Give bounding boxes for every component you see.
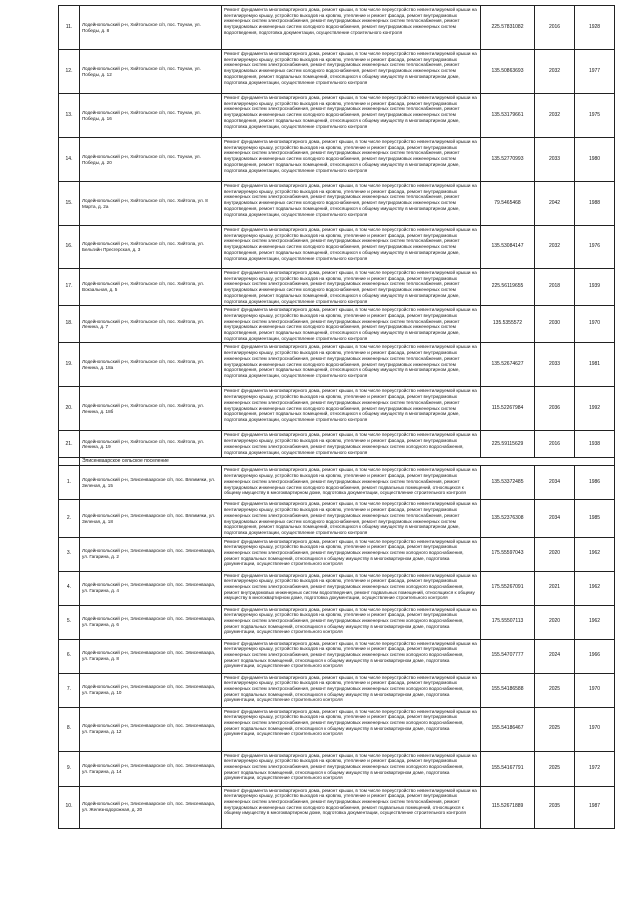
year-built: 1986 bbox=[575, 466, 615, 500]
table-row bbox=[59, 751, 615, 786]
work-description: Ремонт фундамента многоквартирного дома, ремонт крыши, в том числе переустройство невентилируемой крыши на вентилируемую крышу, устройство выходов на кровлю, утепление и ремонт фасада, ремонт внутридомовых инженерных систем электроснабжения, ремонт внутридомовых инженерных систем холодного водоснабжения, подготовка документации, осуществление строительного контроля bbox=[222, 431, 481, 458]
planned-year: 2030 bbox=[535, 306, 575, 343]
year-built: 1975 bbox=[575, 94, 615, 138]
row-number: 5. bbox=[59, 605, 80, 639]
repair-cost: 135.53084147 bbox=[481, 226, 535, 269]
planned-year: 2016 bbox=[535, 6, 575, 50]
table-row bbox=[59, 673, 615, 707]
year-built: 1939 bbox=[575, 269, 615, 306]
year-built: 1972 bbox=[575, 751, 615, 786]
house-address: Лодейнопольский р-н, Хийтольское с/п, пос. Хийтола, ул. Вокзальная, д. 5 bbox=[80, 269, 222, 306]
work-description: Ремонт фундамента многоквартирного дома, ремонт крыши, в том числе переустройство невентилируемой крыши на вентилируемую крышу, устройство выходов на кровлю, утепление и ремонт фасада, ремонт внутридомовых инженерных систем электроснабжения, ремонт внутридомовых инженерных систем холодного водоснабжения, ремонт подвальных помещений, относящихся к общему имуществу в многоквартирном доме, подготовка документации, осуществление строительного контроля bbox=[222, 707, 481, 751]
work-description: Ремонт фундамента многоквартирного дома, ремонт крыши, в том числе переустройство невентилируемой крыши на вентилируемую крышу, устройство выходов на кровлю, утепление и ремонт фасада, ремонт внутридомовых инженерных систем электроснабжения, ремонт внутридомовых инженерных систем теплоснабжения, ремонт внутридомовых инженерных систем холодного водоснабжения, ремонт внутридомовых инженерных систем водоотведения, ремонт подвальных помещений, относящихся к общему имуществу в многоквартирном доме, подготовка документации, осуществление строительного контроля bbox=[222, 138, 481, 182]
house-address: Лодейнопольский р-н, Элисенваарское с/п, пос. Элисенваара, ул. Гагарина, д. 4 bbox=[80, 571, 222, 605]
row-number: 3. bbox=[59, 537, 80, 571]
year-built: 1928 bbox=[575, 6, 615, 50]
planned-year: 2032 bbox=[535, 226, 575, 269]
section-row bbox=[59, 458, 615, 466]
section-title: Элисенваарское сельское поселение bbox=[80, 458, 615, 466]
work-description: Ремонт фундамента многоквартирного дома, ремонт крыши, в том числе переустройство невентилируемой крыши на вентилируемую крышу, устройство выходов на кровлю, утепление и ремонт фасада, ремонт внутридомовых инженерных систем электроснабжения, ремонт внутридомовых инженерных систем теплоснабжения, ремонт внутридомовых инженерных систем холодного водоснабжения, ремонт внутридомовых инженерных систем водоотведения, ремонт подвальных помещений, относящихся к общему имуществу в многоквартирном доме, подготовка документации, осуществление строительного контроля bbox=[222, 500, 481, 537]
planned-year: 2025 bbox=[535, 707, 575, 751]
row-number: 21. bbox=[59, 431, 80, 458]
row-number: 6. bbox=[59, 639, 80, 673]
house-address: Лодейнопольский р-н, Элисенваарское с/п, пос. Вялимяки, ул. Зеленая, д. 18 bbox=[80, 500, 222, 537]
repair-cost: 225.56119655 bbox=[481, 269, 535, 306]
repair-cost: 135.5355572 bbox=[481, 306, 535, 343]
repair-cost: 115.52671889 bbox=[481, 786, 535, 828]
house-address: Лодейнопольский р-н, Элисенваарское с/п, пос. Элисенваара, ул. Гагарина, д. 6 bbox=[80, 605, 222, 639]
work-description: Ремонт фундамента многоквартирного дома, ремонт крыши, в том числе переустройство невентилируемой крыши на вентилируемую крышу, устройство выходов на кровлю, утепление и ремонт фасада, ремонт внутридомовых инженерных систем электроснабжения, ремонт внутридомовых инженерных систем теплоснабжения, ремонт внутридомовых инженерных систем холодного водоснабжения, ремонт подвальных помещений, относящихся к общему имуществу в многоквартирном доме, подготовка документации, осуществление строительного контроля bbox=[222, 786, 481, 828]
table-row bbox=[59, 94, 615, 138]
row-number: 20. bbox=[59, 387, 80, 431]
row-number: 17. bbox=[59, 269, 80, 306]
year-built: 1970 bbox=[575, 306, 615, 343]
table-row bbox=[59, 466, 615, 500]
document-page bbox=[58, 5, 614, 829]
repair-cost: 155.54167791 bbox=[481, 751, 535, 786]
work-description: Ремонт фундамента многоквартирного дома, ремонт крыши, в том числе переустройство невентилируемой крыши на вентилируемую крышу, устройство выходов на кровлю, утепление и ремонт фасада, ремонт внутридомовых инженерных систем электроснабжения, ремонт внутридомовых инженерных систем теплоснабжения, ремонт внутридомовых инженерных систем холодного водоснабжения, ремонт подвальных помещений, относящихся к общему имуществу в многоквартирном доме, подготовка документации, осуществление строительного контроля bbox=[222, 466, 481, 500]
planned-year: 2034 bbox=[535, 500, 575, 537]
table-row bbox=[59, 226, 615, 269]
planned-year: 2020 bbox=[535, 605, 575, 639]
work-description: Ремонт фундамента многоквартирного дома, ремонт крыши, в том числе переустройство невентилируемой крыши на вентилируемую крышу, устройство выходов на кровлю, утепление и ремонт фасада, ремонт внутридомовых инженерных систем электроснабжения, ремонт внутридомовых инженерных систем теплоснабжения, ремонт внутридомовых инженерных систем холодного водоснабжения, ремонт внутридомовых инженерных систем водоотведения, ремонт подвальных помещений, относящихся к общему имуществу в многоквартирном доме, подготовка документации, осуществление строительного контроля bbox=[222, 343, 481, 387]
planned-year: 2018 bbox=[535, 269, 575, 306]
table-row bbox=[59, 707, 615, 751]
work-description: Ремонт фундамента многоквартирного дома, ремонт крыши, в том числе переустройство невентилируемой крыши на вентилируемую крышу, устройство выходов на кровлю, утепление и ремонт фасада, ремонт внутридомовых инженерных систем электроснабжения, ремонт внутридомовых инженерных систем теплоснабжения, ремонт внутридомовых инженерных систем холодного водоснабжения, ремонт внутридомовых инженерных систем водоотведения, ремонт подвальных помещений, относящихся к общему имуществу в многоквартирном доме, подготовка документации, осуществление строительного контроля bbox=[222, 387, 481, 431]
table-row bbox=[59, 537, 615, 571]
year-built: 1962 bbox=[575, 605, 615, 639]
repair-cost: 155.54707777 bbox=[481, 639, 535, 673]
row-number: 16. bbox=[59, 226, 80, 269]
repair-cost: 155.54186588 bbox=[481, 673, 535, 707]
planned-year: 2016 bbox=[535, 431, 575, 458]
planned-year: 2033 bbox=[535, 343, 575, 387]
planned-year: 2024 bbox=[535, 639, 575, 673]
row-number: 14. bbox=[59, 138, 80, 182]
planned-year: 2025 bbox=[535, 673, 575, 707]
work-description: Ремонт фундамента многоквартирного дома, ремонт крыши, в том числе переустройство невентилируемой крыши на вентилируемую крышу, устройство выходов на кровлю, утепление и ремонт фасада, ремонт внутридомовых инженерных систем электроснабжения, ремонт внутридомовых инженерных систем холодного водоснабжения, ремонт подвальных помещений, относящихся к общему имуществу в многоквартирном доме, подготовка документации, осуществление строительного контроля bbox=[222, 639, 481, 673]
house-address: Лодейнопольский р-н, Хийтольское с/п, пос. Хийтола, ул. Ленина, д. 18б bbox=[80, 387, 222, 431]
row-number: 2. bbox=[59, 500, 80, 537]
planned-year: 2032 bbox=[535, 94, 575, 138]
row-number: 9. bbox=[59, 751, 80, 786]
table-row bbox=[59, 387, 615, 431]
work-description: Ремонт фундамента многоквартирного дома, ремонт крыши, в том числе переустройство невентилируемой крыши на вентилируемую крышу, устройство выходов на кровлю, утепление и ремонт фасада, ремонт внутридомовых инженерных систем электроснабжения, ремонт внутридомовых инженерных систем холодного водоснабжения, ремонт подвальных помещений, относящихся к общему имуществу в многоквартирном доме, подготовка документации, осуществление строительного контроля bbox=[222, 751, 481, 786]
repair-cost: 225.57831082 bbox=[481, 6, 535, 50]
house-address: Лодейнопольский р-н, Хийтольское с/п, пос. Хийтола, ул. Бельгийн Пресгерская, д. 3 bbox=[80, 226, 222, 269]
repair-cost: 79.5465468 bbox=[481, 182, 535, 226]
work-description: Ремонт фундамента многоквартирного дома, ремонт крыши, в том числе переустройство невентилируемой крыши на вентилируемую крышу, устройство выходов на кровлю, утепление и ремонт фасада, ремонт внутридомовых инженерных систем электроснабжения, ремонт внутридомовых инженерных систем теплоснабжения, ремонт внутридомовых инженерных систем холодного водоснабжения, ремонт внутридомовых инженерных систем водоотведения, ремонт подвальных помещений, относящихся к общему имуществу в многоквартирном доме, подготовка документации, осуществление строительного контроля bbox=[222, 94, 481, 138]
work-description: Ремонт фундамента многоквартирного дома, ремонт крыши, в том числе переустройство невентилируемой крыши на вентилируемую крышу, устройство выходов на кровлю, утепление и ремонт фасада, ремонт внутридомовых инженерных систем электроснабжения, ремонт внутридомовых инженерных систем холодного водоснабжения, ремонт подвальных помещений, относящихся к общему имуществу в многоквартирном доме, подготовка документации, осуществление строительного контроля bbox=[222, 605, 481, 639]
work-description: Ремонт фундамента многоквартирного дома, ремонт крыши, в том числе переустройство невентилируемой крыши на вентилируемую крышу, устройство выходов на кровлю, утепление и ремонт фасада, ремонт внутридомовых инженерных систем электроснабжения, ремонт внутридомовых инженерных систем холодного водоснабжения, ремонт подвальных помещений, относящихся к общему имуществу в многоквартирном доме, подготовка документации, осуществление строительного контроля bbox=[222, 537, 481, 571]
section-spacer bbox=[59, 458, 80, 466]
table-row bbox=[59, 269, 615, 306]
repair-cost: 135.53179661 bbox=[481, 94, 535, 138]
row-number: 11. bbox=[59, 6, 80, 50]
repair-cost: 175.55597043 bbox=[481, 537, 535, 571]
row-number: 10. bbox=[59, 786, 80, 828]
year-built: 1987 bbox=[575, 786, 615, 828]
table-row bbox=[59, 306, 615, 343]
year-built: 1981 bbox=[575, 343, 615, 387]
year-built: 1962 bbox=[575, 571, 615, 605]
table-row bbox=[59, 500, 615, 537]
house-address: Лодейнопольский р-н, Элисенваарское с/п, пос. Элисенваара, ул. Гагарина, д. 8 bbox=[80, 639, 222, 673]
work-description: Ремонт фундамента многоквартирного дома, ремонт крыши, в том числе переустройство невентилируемой крыши на вентилируемую крышу, устройство выходов на кровлю, утепление и ремонт фасада, ремонт внутридомовых инженерных систем электроснабжения, ремонт внутридомовых инженерных систем холодного водоснабжения, ремонт внутридомовых инженерных систем водоотведения, ремонт подвальных помещений, относящихся к общему имуществу в многоквартирном доме, подготовка документации, осуществление строительного контроля bbox=[222, 571, 481, 605]
house-address: Лодейнопольский р-н, Элисенваарское с/п, пос. Элисенваара, ул. Гагарина, д. 12 bbox=[80, 707, 222, 751]
work-description: Ремонт фундамента многоквартирного дома, ремонт крыши, в том числе переустройство невентилируемой крыши на вентилируемую крышу, устройство выходов на кровлю, утепление и ремонт фасада, ремонт внутридомовых инженерных систем электроснабжения, ремонт внутридомовых инженерных систем холодного водоснабжения, ремонт подвальных помещений, относящихся к общему имуществу в многоквартирном доме, подготовка документации, осуществление строительного контроля bbox=[222, 673, 481, 707]
repair-cost: 175.55507113 bbox=[481, 605, 535, 639]
year-built: 1938 bbox=[575, 431, 615, 458]
house-address: Лодейнопольский р-н, Хийтольское с/п, пос. Хийтола, ул. Ленина, д. 18а bbox=[80, 343, 222, 387]
planned-year: 2020 bbox=[535, 537, 575, 571]
year-built: 1980 bbox=[575, 138, 615, 182]
house-address: Лодейнопольский р-н, Хийтольское с/п, пос. Хийтола, ул. 8 Марта, д. 2а bbox=[80, 182, 222, 226]
row-number: 13. bbox=[59, 94, 80, 138]
year-built: 1992 bbox=[575, 387, 615, 431]
planned-year: 2025 bbox=[535, 751, 575, 786]
house-address: Лодейнопольский р-н, Хийтольское с/п, пос. Тоунан, ул. Победы, д. 8 bbox=[80, 6, 222, 50]
house-address: Лодейнопольский р-н, Элисенваарское с/п, пос. Элисенваара, ул. Гагарина, д. 14 bbox=[80, 751, 222, 786]
repair-cost: 135.52770993 bbox=[481, 138, 535, 182]
repair-cost: 175.55267091 bbox=[481, 571, 535, 605]
work-description: Ремонт фундамента многоквартирного дома, ремонт крыши, в том числе переустройство невентилируемой крыши на вентилируемую крышу, устройство выходов на кровлю, утепление и ремонт фасада, ремонт внутридомовых инженерных систем электроснабжения, ремонт внутридомовых инженерных систем теплоснабжения, ремонт внутридомовых инженерных систем холодного водоснабжения, ремонт внутридомовых инженерных систем водоотведения, ремонт подвальных помещений, относящихся к общему имуществу в многоквартирном доме, подготовка документации, осуществление строительного контроля bbox=[222, 50, 481, 94]
repair-program-table bbox=[58, 5, 615, 829]
repair-cost: 135.52674627 bbox=[481, 343, 535, 387]
row-number: 12. bbox=[59, 50, 80, 94]
row-number: 1. bbox=[59, 466, 80, 500]
repair-cost: 225.59115629 bbox=[481, 431, 535, 458]
table-row bbox=[59, 431, 615, 458]
house-address: Лодейнопольский р-н, Элисенваарское с/п, пос. Элисенваара, ул. Гагарина, д. 10 bbox=[80, 673, 222, 707]
work-description: Ремонт фундамента многоквартирного дома, ремонт крыши, в том числе переустройство невентилируемой крыши на вентилируемую крышу, устройство выходов на кровлю, утепление и ремонт фасада, ремонт внутридомовых инженерных систем электроснабжения, ремонт внутридомовых инженерных систем теплоснабжения, ремонт внутридомовых инженерных систем холодного водоснабжения, ремонт внутридомовых инженерных систем водоотведения, ремонт подвальных помещений, относящихся к общему имуществу в многоквартирном доме, подготовка документации, осуществление строительного контроля bbox=[222, 269, 481, 306]
repair-cost: 135.53372485 bbox=[481, 466, 535, 500]
year-built: 1977 bbox=[575, 50, 615, 94]
year-built: 1966 bbox=[575, 639, 615, 673]
house-address: Лодейнопольский р-н, Хийтольское с/п, пос. Хийтола, ул. Ленина, д. 19 bbox=[80, 431, 222, 458]
row-number: 7. bbox=[59, 673, 80, 707]
work-description: Ремонт фундамента многоквартирного дома, ремонт крыши, в том числе переустройство невентилируемой крыши на вентилируемую крышу, устройство выходов на кровлю, утепление и ремонт фасада, ремонт внутридомовых инженерных систем электроснабжения, ремонт внутридомовых инженерных систем теплоснабжения, ремонт внутридомовых инженерных систем холодного водоснабжения, ремонт внутридомовых инженерных систем водоотведения, подготовка документации, осуществление строительного контроля bbox=[222, 6, 481, 50]
repair-cost: 155.54186467 bbox=[481, 707, 535, 751]
house-address: Лодейнопольский р-н, Хийтольское с/п, пос. Хийтола, ул. Ленина, д. 7 bbox=[80, 306, 222, 343]
house-address: Лодейнопольский р-н, Хийтольское с/п, пос. Тоунан, ул. Победы, д. 12 bbox=[80, 50, 222, 94]
planned-year: 2034 bbox=[535, 466, 575, 500]
table-row bbox=[59, 605, 615, 639]
row-number: 18. bbox=[59, 306, 80, 343]
table-row bbox=[59, 639, 615, 673]
repair-cost: 135.50863693 bbox=[481, 50, 535, 94]
planned-year: 2032 bbox=[535, 50, 575, 94]
house-address: Лодейнопольский р-н, Хийтольское с/п, пос. Тоунан, ул. Победы, д. 20 bbox=[80, 138, 222, 182]
table-row bbox=[59, 182, 615, 226]
house-address: Лодейнопольский р-н, Элисенваарское с/п, пос. Вялимяки, ул. Зеленая, д. 15 bbox=[80, 466, 222, 500]
year-built: 1988 bbox=[575, 182, 615, 226]
house-address: Лодейнопольский р-н, Хийтольское с/п, пос. Тоунан, ул. Победы, д. 16 bbox=[80, 94, 222, 138]
row-number: 19. bbox=[59, 343, 80, 387]
planned-year: 2033 bbox=[535, 138, 575, 182]
table-row bbox=[59, 138, 615, 182]
year-built: 1970 bbox=[575, 707, 615, 751]
row-number: 15. bbox=[59, 182, 80, 226]
planned-year: 2042 bbox=[535, 182, 575, 226]
repair-cost: 135.52376308 bbox=[481, 500, 535, 537]
table-row bbox=[59, 786, 615, 828]
table-row bbox=[59, 50, 615, 94]
year-built: 1985 bbox=[575, 500, 615, 537]
row-number: 8. bbox=[59, 707, 80, 751]
work-description: Ремонт фундамента многоквартирного дома, ремонт крыши, в том числе переустройство невентилируемой крыши на вентилируемую крышу, устройство выходов на кровлю, утепление и ремонт фасада, ремонт внутридомовых инженерных систем электроснабжения, ремонт внутридомовых инженерных систем теплоснабжения, ремонт внутридомовых инженерных систем холодного водоснабжения, ремонт внутридомовых инженерных систем водоотведения, ремонт подвальных помещений, относящихся к общему имуществу в многоквартирном доме, подготовка документации, осуществление строительного контроля bbox=[222, 226, 481, 269]
work-description: Ремонт фундамента многоквартирного дома, ремонт крыши, в том числе переустройство невентилируемой крыши на вентилируемую крышу, устройство выходов на кровлю, утепление и ремонт фасада, ремонт внутридомовых инженерных систем электроснабжения, ремонт внутридомовых инженерных систем теплоснабжения, ремонт внутридомовых инженерных систем холодного водоснабжения, ремонт внутридомовых инженерных систем водоотведения, ремонт подвальных помещений, относящихся к общему имуществу в многоквартирном доме, подготовка документации, осуществление строительного контроля bbox=[222, 182, 481, 226]
table-row bbox=[59, 571, 615, 605]
repair-cost: 115.52267984 bbox=[481, 387, 535, 431]
planned-year: 2036 bbox=[535, 387, 575, 431]
planned-year: 2021 bbox=[535, 571, 575, 605]
row-number: 4. bbox=[59, 571, 80, 605]
table-row bbox=[59, 343, 615, 387]
year-built: 1970 bbox=[575, 673, 615, 707]
work-description: Ремонт фундамента многоквартирного дома, ремонт крыши, в том числе переустройство невентилируемой крыши на вентилируемую крышу, устройство выходов на кровлю, утепление и ремонт фасада, ремонт внутридомовых инженерных систем электроснабжения, ремонт внутридомовых инженерных систем теплоснабжения, ремонт внутридомовых инженерных систем холодного водоснабжения, ремонт внутридомовых инженерных систем водоотведения, ремонт подвальных помещений, относящихся к общему имуществу в многоквартирном доме, подготовка документации, осуществление строительного контроля bbox=[222, 306, 481, 343]
table-row bbox=[59, 6, 615, 50]
year-built: 1962 bbox=[575, 537, 615, 571]
house-address: Лодейнопольский р-н, Элисенваарское с/п, пос. Элисенваара, ул. Железнодорожная, д. 20 bbox=[80, 786, 222, 828]
planned-year: 2035 bbox=[535, 786, 575, 828]
house-address: Лодейнопольский р-н, Элисенваарское с/п, пос. Элисенваара, ул. Гагарина, д. 2 bbox=[80, 537, 222, 571]
year-built: 1976 bbox=[575, 226, 615, 269]
